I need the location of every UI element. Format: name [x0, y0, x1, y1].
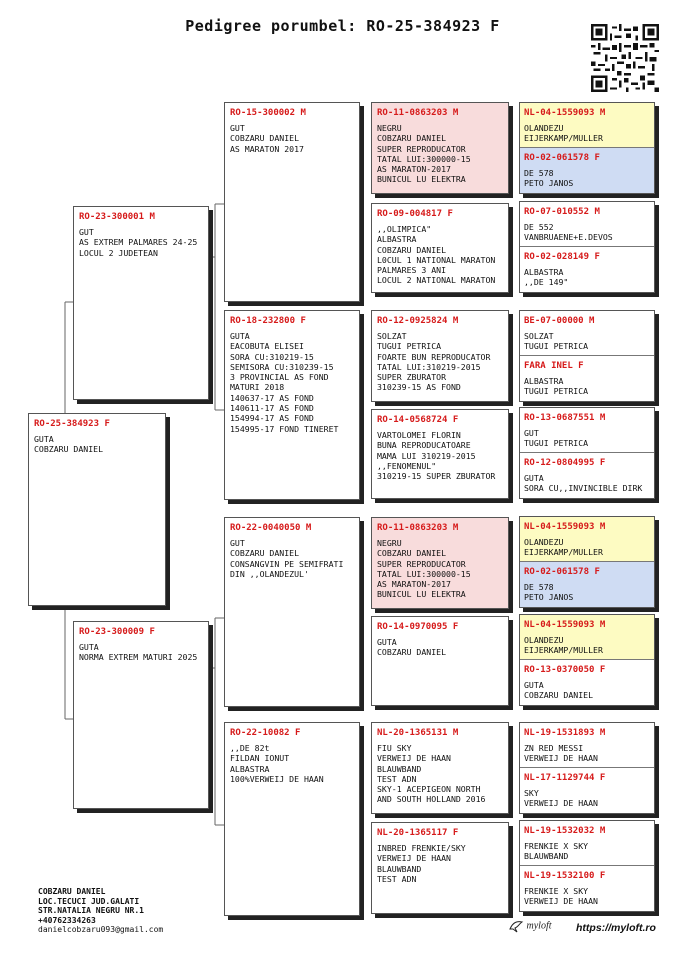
grandparent-card-1[interactable]: [224, 102, 360, 302]
info-line: BLAUWBAND: [524, 851, 569, 862]
info-line: BLAUWBAND: [377, 763, 422, 774]
info-line: SUPER REPRODUCATOR: [377, 143, 466, 154]
info-line: NORMA EXTREM MATURI 2025: [79, 652, 198, 663]
info-line: TUGUI PETRICA: [377, 341, 442, 352]
ring-number: RO-12-0804995 F: [524, 458, 606, 468]
info-line: AND SOUTH HOLLAND 2016: [377, 794, 486, 805]
info-line: TUGUI PETRICA: [524, 386, 589, 397]
info-line: 310219-15 SUPER ZBURATOR: [377, 471, 496, 482]
ring-number: NL-04-1559093 M: [524, 108, 606, 118]
info-line: TEST ADN: [377, 773, 417, 784]
info-line: SOLZAT: [377, 331, 407, 341]
ancestor-entry[interactable]: [520, 517, 654, 562]
myloft-logo: [508, 918, 552, 934]
info-line: CONSANGVIN PE SEMIFRATI: [230, 558, 344, 569]
subject-card[interactable]: [28, 413, 166, 606]
info-line: COBZARU DANIEL: [377, 548, 447, 559]
great-grandparent-card-4[interactable]: [371, 409, 509, 499]
great-grandparent-card-6[interactable]: [371, 616, 509, 706]
info-line: GUTA: [34, 434, 54, 444]
info-line: LOCUL 2 NATIONAL MARATON: [377, 275, 496, 286]
info-line: GUTA: [79, 642, 99, 652]
info-line: BLAUWBAND: [377, 863, 422, 874]
ancestor-entry[interactable]: [520, 866, 654, 911]
great-grandparent-card-2[interactable]: [371, 203, 509, 293]
ring-number: NL-04-1559093 M: [524, 522, 606, 532]
ring-number: NL-20-1365131 M: [377, 728, 459, 738]
info-line: ALBASTRA: [524, 376, 564, 386]
info-line: DIN ,,OLANDEZUL': [230, 568, 309, 579]
website-link[interactable]: https://myloft.ro: [576, 922, 656, 934]
info-line: NEGRU: [377, 123, 402, 133]
gen5-pair-card-5[interactable]: [519, 516, 655, 608]
ring-number: RO-18-232800 F: [230, 316, 306, 326]
info-line: SUPER ZBURATOR: [377, 372, 447, 383]
ring-number: NL-17-1129744 F: [524, 773, 606, 783]
info-line: TUGUI PETRICA: [524, 438, 589, 449]
info-line: EIJERKAMP/MULLER: [524, 645, 603, 656]
info-line: BUNICUL LU ELEKTRA: [377, 589, 466, 600]
great-grandparent-card-7[interactable]: [371, 722, 509, 814]
info-line: GUTA: [524, 680, 544, 690]
info-line: SEMISORA CU:310239-15: [230, 361, 334, 372]
info-line: EIJERKAMP/MULLER: [524, 547, 603, 558]
ring-number: RO-22-10082 F: [230, 728, 301, 738]
info-line: COBZARU DANIEL: [524, 690, 594, 701]
ring-number: RO-07-010552 M: [524, 207, 600, 217]
info-line: ALBASTRA: [524, 267, 564, 277]
ring-number: NL-19-1532032 M: [524, 826, 606, 836]
gen5-pair-card-7[interactable]: [519, 722, 655, 814]
ancestor-entry[interactable]: [520, 723, 654, 768]
info-line: 154995-17 FOND TINERET: [230, 423, 339, 434]
info-line: COBZARU DANIEL: [34, 444, 104, 455]
info-line: TUGUI PETRICA: [524, 341, 589, 352]
ancestor-entry[interactable]: [520, 562, 654, 607]
info-line: SORA CU:310219-15: [230, 351, 314, 362]
info-line: INBRED FRENKIE/SKY: [377, 843, 466, 853]
info-line: COBZARU DANIEL: [230, 548, 300, 559]
pigeon-icon: [508, 918, 524, 934]
ancestor-entry[interactable]: [520, 247, 654, 292]
info-line: SORA CU,,INVINCIBLE DIRK: [524, 483, 643, 494]
info-line: ,,DE 82t: [230, 743, 270, 753]
owner-name: COBZARU DANIEL: [38, 887, 106, 896]
ring-number: RO-11-0863203 M: [377, 523, 459, 533]
info-line: EIJERKAMP/MULLER: [524, 133, 603, 144]
info-line: FIU SKY: [377, 743, 412, 753]
info-line: TATAL LUI:300000-15: [377, 153, 471, 164]
ring-number: FARA INEL F: [524, 361, 584, 371]
info-line: BUNICUL LU ELEKTRA: [377, 174, 466, 185]
info-line: OLANDEZU: [524, 123, 564, 133]
info-line: 140637-17 AS FOND: [230, 392, 314, 403]
ring-number: RO-15-300002 M: [230, 108, 306, 118]
owner-email: danielcobzaru093@gmail.com: [38, 925, 164, 935]
info-line: AS MARATON 2017: [230, 143, 304, 154]
ring-number: BE-07-00000 M: [524, 316, 595, 326]
info-line: FILDAN IONUT: [230, 753, 290, 764]
ring-number: RO-02-028149 F: [524, 252, 600, 262]
gen5-pair-card-8[interactable]: [519, 820, 655, 912]
great-grandparent-card-3[interactable]: [371, 310, 509, 402]
info-line: LOCUL 2 JUDETEAN: [79, 247, 158, 258]
page-title: Pedigree porumbel: RO-25-384923 F: [185, 17, 500, 35]
info-line: FRENKIE X SKY: [524, 841, 589, 851]
logo-text: myloft: [526, 920, 552, 932]
info-line: FOARTE BUN REPRODUCATOR: [377, 351, 491, 362]
ring-number: RO-22-0040050 M: [230, 523, 312, 533]
info-line: ,,OLIMPICA": [377, 224, 432, 234]
great-grandparent-card-1[interactable]: [371, 102, 509, 194]
ancestor-entry[interactable]: [520, 356, 654, 401]
info-line: 154994-17 AS FOND: [230, 413, 314, 424]
ring-number: NL-19-1531893 M: [524, 728, 606, 738]
info-line: VANBRUAENE+E.DEVOS: [524, 232, 613, 243]
owner-address-1: LOC.TECUCI JUD.GALATI: [38, 896, 140, 906]
info-line: DE 552: [524, 222, 554, 232]
info-line: BUNA REPRODUCATOARE: [377, 440, 471, 451]
ring-number: RO-14-0568724 F: [377, 415, 459, 425]
info-line: AS MARATON-2017: [377, 164, 451, 175]
info-line: SOLZAT: [524, 331, 554, 341]
info-line: ALBASTRA: [230, 763, 270, 774]
info-line: MATURI 2018: [230, 382, 285, 393]
info-line: COBZARU DANIEL: [230, 133, 300, 144]
ancestor-entry[interactable]: [520, 408, 654, 453]
ancestor-entry[interactable]: [520, 821, 654, 866]
great-grandparent-card-8[interactable]: [371, 822, 509, 914]
info-line: VERWEIJ DE HAAN: [524, 798, 598, 809]
info-line: VARTOLOMEI FLORIN: [377, 430, 461, 440]
info-line: OLANDEZU: [524, 635, 564, 645]
grandparent-card-3[interactable]: [224, 517, 360, 707]
info-line: SKY: [524, 788, 539, 798]
ancestor-entry[interactable]: [520, 660, 654, 705]
ancestor-entry[interactable]: [520, 148, 654, 193]
ancestor-entry[interactable]: [520, 103, 654, 148]
gen5-pair-card-1[interactable]: [519, 102, 655, 194]
info-line: ALBASTRA: [377, 234, 417, 245]
sire-card[interactable]: [73, 206, 209, 400]
info-line: SKY-1 ACEPIGEON NORTH: [377, 784, 481, 795]
ancestor-entry[interactable]: [520, 202, 654, 247]
info-line: GUT: [230, 123, 245, 133]
ring-number: RO-13-0370050 F: [524, 665, 606, 675]
info-line: PETO JANOS: [524, 592, 574, 603]
info-line: PALMARES 3 ANI: [377, 265, 447, 276]
owner-address-2: STR.NATALIA NEGRU NR.1: [38, 906, 144, 916]
grandparent-card-4[interactable]: [224, 722, 360, 916]
ring-number: RO-14-0970095 F: [377, 622, 459, 632]
ring-number: RO-09-004817 F: [377, 209, 453, 219]
ring-number: RO-02-061578 F: [524, 153, 600, 163]
info-line: GUTA: [230, 331, 250, 341]
info-line: GUT: [79, 227, 94, 237]
info-line: COBZARU DANIEL: [377, 133, 447, 144]
info-line: AS MARATON-2017: [377, 579, 451, 590]
info-line: COBZARU DANIEL: [377, 647, 447, 658]
info-line: COBZARU DANIEL: [377, 244, 447, 255]
ring-number: RO-23-300009 F: [79, 627, 155, 637]
info-line: NEGRU: [377, 538, 402, 548]
gen5-pair-card-4[interactable]: [519, 407, 655, 499]
info-line: VERWEIJ DE HAAN: [377, 853, 451, 864]
info-line: PETO JANOS: [524, 178, 574, 189]
info-line: MAMA LUI 310219-2015: [377, 450, 476, 461]
ring-number: RO-02-061578 F: [524, 567, 600, 577]
info-line: ,,DE 149": [524, 277, 569, 288]
ancestor-entry[interactable]: [520, 768, 654, 813]
ancestor-entry[interactable]: [520, 453, 654, 498]
ring-number: RO-12-0925824 M: [377, 316, 459, 326]
info-line: 140611-17 AS FOND: [230, 403, 314, 414]
info-line: ZN RED MESSI: [524, 743, 584, 753]
info-line: FRENKIE X SKY: [524, 886, 589, 896]
ring-number: NL-04-1559093 M: [524, 620, 606, 630]
info-line: OLANDEZU: [524, 537, 564, 547]
great-grandparent-card-5[interactable]: [371, 517, 509, 609]
info-line: L0CUL 1 NATIONAL MARATON: [377, 254, 496, 265]
ancestor-entry[interactable]: [520, 615, 654, 660]
info-line: DE 578: [524, 168, 554, 178]
info-line: 3 PROVINCIAL AS FOND: [230, 372, 329, 383]
info-line: SUPER REPRODUCATOR: [377, 558, 466, 569]
ring-number: RO-13-0687551 M: [524, 413, 606, 423]
info-line: DE 578: [524, 582, 554, 592]
info-line: GUTA: [377, 637, 397, 647]
owner-details: [38, 887, 163, 935]
info-line: 100%VERWEIJ DE HAAN: [230, 773, 324, 784]
info-line: TEST ADN: [377, 873, 417, 884]
info-line: GUTA: [524, 473, 544, 483]
info-line: ,,FENOMENUL": [377, 460, 437, 471]
info-line: EACOBUTA ELISEI: [230, 341, 304, 352]
info-line: AS EXTREM PALMARES 24-25: [79, 237, 198, 248]
info-line: GUT: [230, 538, 245, 548]
info-line: VERWEIJ DE HAAN: [524, 753, 598, 764]
ring-number: NL-19-1532100 F: [524, 871, 606, 881]
info-line: GUT: [524, 428, 539, 438]
ring-number: NL-20-1365117 F: [377, 828, 459, 838]
gen5-pair-card-3[interactable]: [519, 310, 655, 402]
dam-card[interactable]: [73, 621, 209, 809]
gen5-pair-card-6[interactable]: [519, 614, 655, 706]
ring-number: RO-23-300001 M: [79, 212, 155, 222]
info-line: TATAL LUI:310219-2015: [377, 361, 481, 372]
grandparent-card-2[interactable]: [224, 310, 360, 500]
ring-number: RO-11-0863203 M: [377, 108, 459, 118]
ancestor-entry[interactable]: [520, 311, 654, 356]
info-line: VERWEIJ DE HAAN: [377, 753, 451, 764]
info-line: VERWEIJ DE HAAN: [524, 896, 598, 907]
info-line: TATAL LUI:300000-15: [377, 568, 471, 579]
gen5-pair-card-2[interactable]: [519, 201, 655, 293]
ring-number: RO-25-384923 F: [34, 419, 110, 429]
info-line: 310239-15 AS FOND: [377, 382, 461, 393]
owner-phone: +40762334263: [38, 915, 96, 925]
